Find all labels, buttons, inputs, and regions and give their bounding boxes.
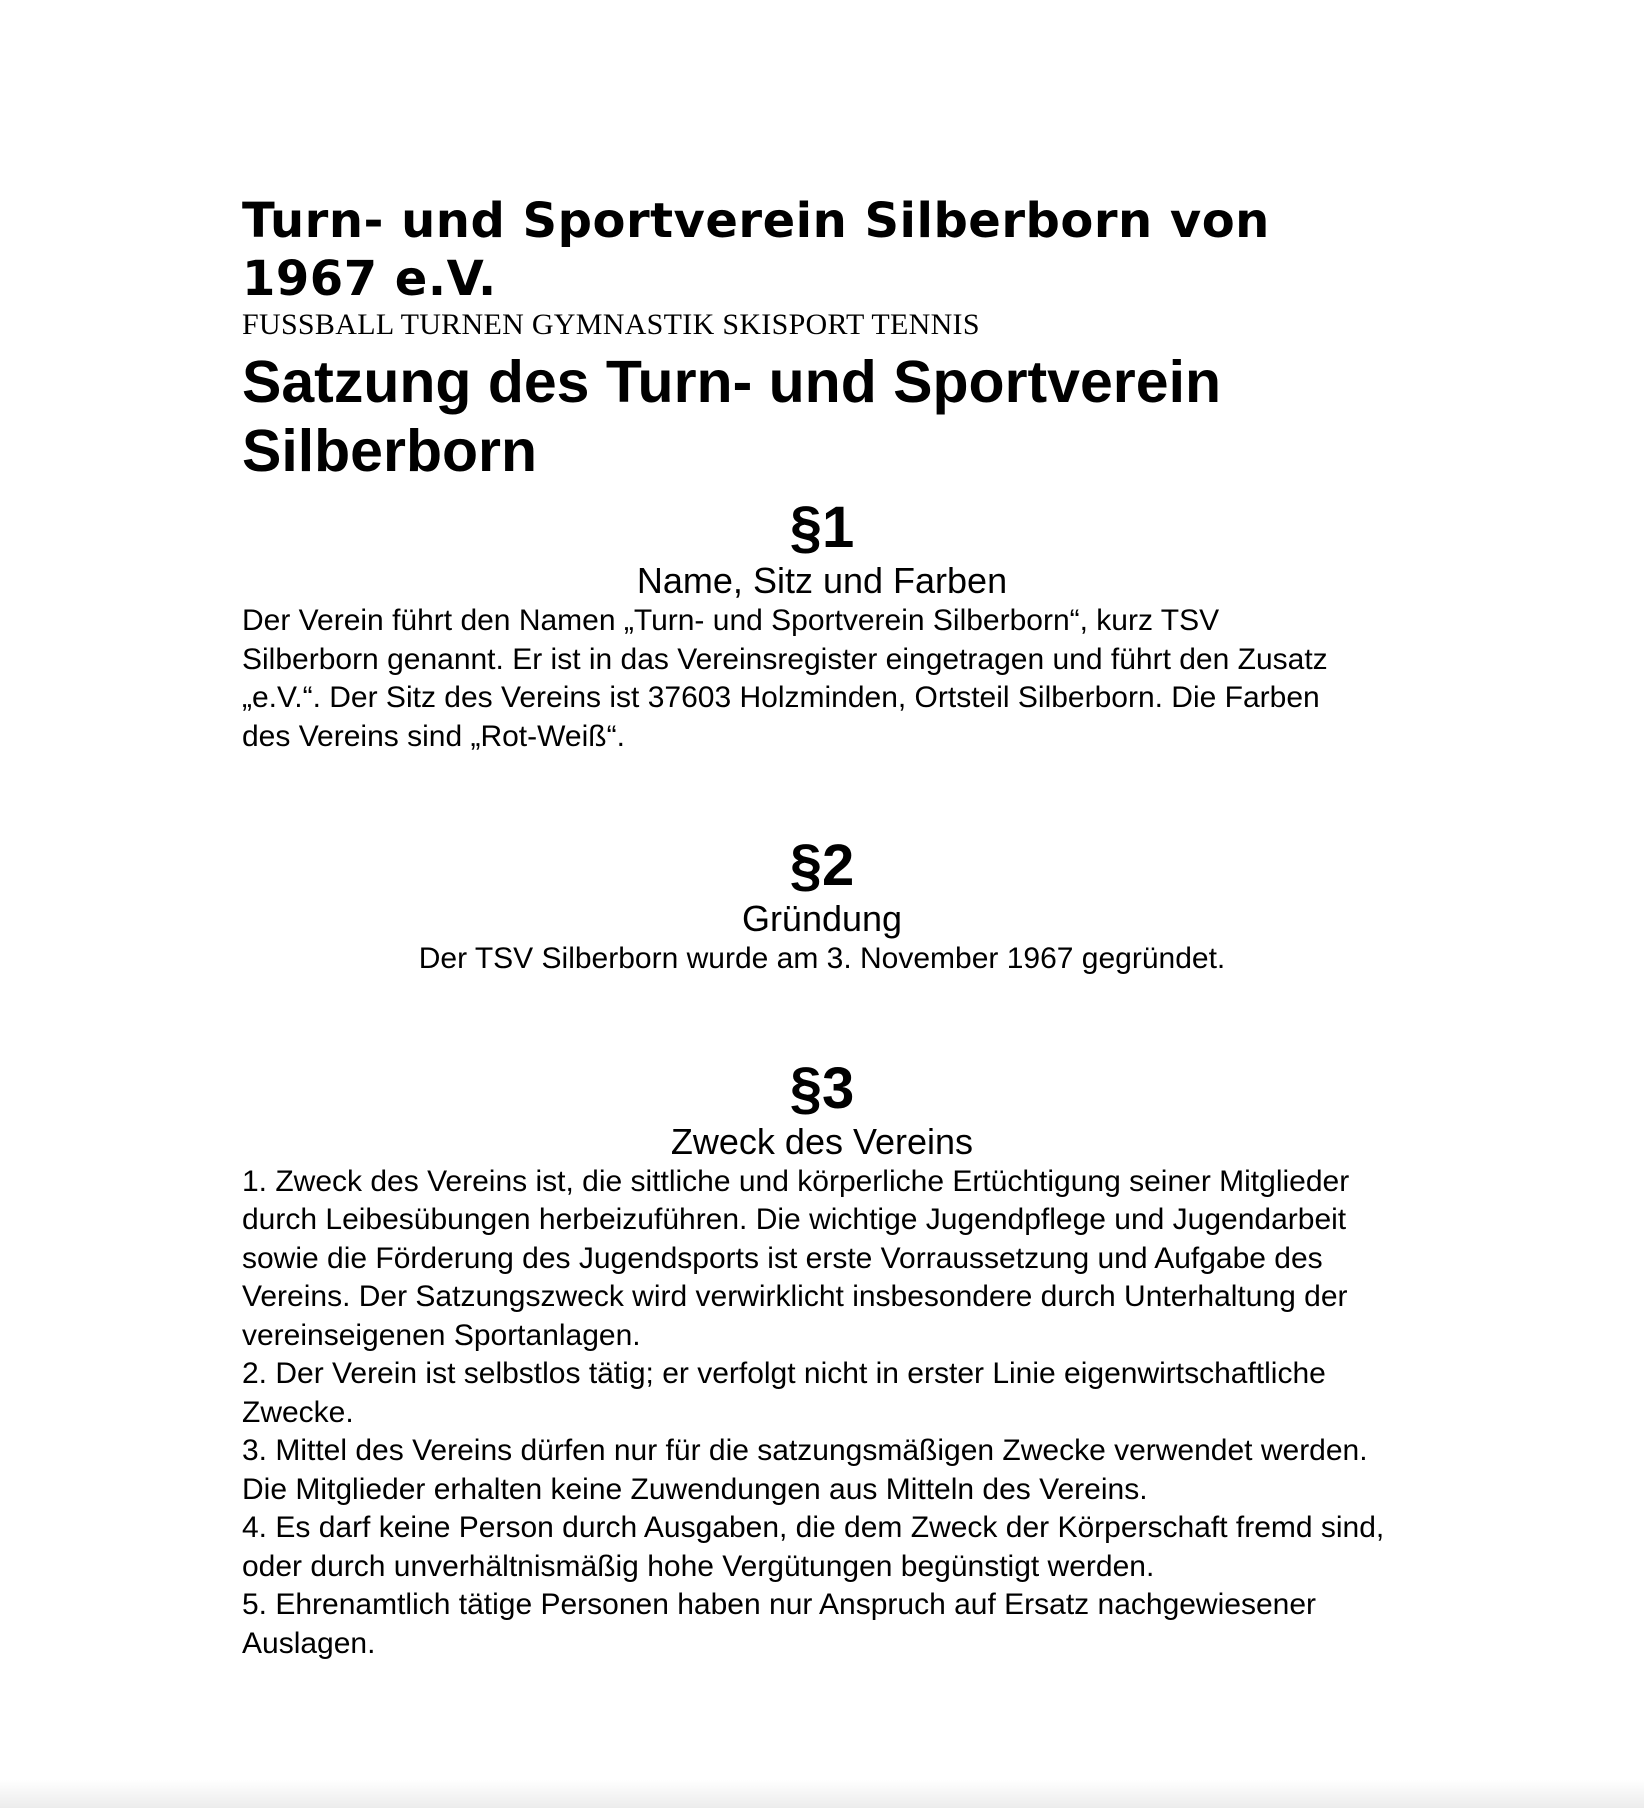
section-title: Name, Sitz und Farben bbox=[636, 560, 1008, 601]
section-1 bbox=[242, 496, 1402, 756]
section-number: §2 bbox=[789, 833, 855, 898]
section-paragraph: 1. Zweck des Vereins ist, die sittliche und körperliche Ertüchtigung seiner Mitglieder durch Leibesübungen herbeizuführen. Die wichtige Jugendpflege und Jugendarbeit sowie die Förderung des Jugendsports ist erste Vorraussetzung und Aufgabe des Vereins. Der Satzungszweck wird verwirklicht insbesondere durch Unterhaltung der vereinseigenen Sportanlagen. bbox=[242, 1164, 1350, 1352]
section-number: §1 bbox=[789, 495, 855, 560]
section-paragraph: 2. Der Verein ist selbstlos tätig; er verfolgt nicht in erster Linie eigenwirtschaftliche Zwecke. bbox=[242, 1357, 1326, 1429]
club-name-heading: Turn- und Sportverein Silberborn von 1967 e.V. bbox=[242, 193, 1270, 307]
section-paragraph: 5. Ehrenamtlich tätige Personen haben nur Anspruch auf Ersatz nachgewiesener Auslagen. bbox=[242, 1588, 1316, 1660]
section-paragraph: 3. Mittel des Vereins dürfen nur für die satzungsmäßigen Zwecke verwendet werden. Die Mitglieder erhalten keine Zuwendungen aus Mitteln des Vereins. bbox=[242, 1434, 1368, 1506]
section-paragraph: Der Verein führt den Namen „Turn- und Sportverein Silberborn“, kurz TSV Silberborn genannt. Er ist in das Vereinsregister eingetragen und führt den Zusatz „e.V.“. Der Sitz des Vereins ist 37603 Holzminden, Ortsteil Silberborn. Die Farben des Vereins sind „Rot-Weiß“. bbox=[242, 604, 1328, 753]
section-paragraph: Der TSV Silberborn wurde am 3. November 1967 gegründet. bbox=[418, 942, 1226, 975]
section-2 bbox=[242, 834, 1402, 979]
statute-title: Satzung des Turn- und Sportverein Silberborn bbox=[242, 349, 1222, 484]
page-bottom-shade bbox=[0, 1780, 1644, 1808]
section-title: Gründung bbox=[741, 898, 903, 939]
sports-subtitle: FUSSBALL TURNEN GYMNASTIK SKISPORT TENNIS bbox=[242, 308, 980, 341]
section-number: §3 bbox=[789, 1055, 855, 1121]
section-3 bbox=[242, 1057, 1402, 1664]
section-paragraph: 4. Es darf keine Person durch Ausgaben, die dem Zweck der Körperschaft fremd sind, oder durch unverhältnismäßig hohe Vergütungen begünstigt werden. bbox=[242, 1511, 1385, 1583]
document-page bbox=[242, 192, 1402, 1663]
section-title: Zweck des Vereins bbox=[670, 1120, 974, 1162]
